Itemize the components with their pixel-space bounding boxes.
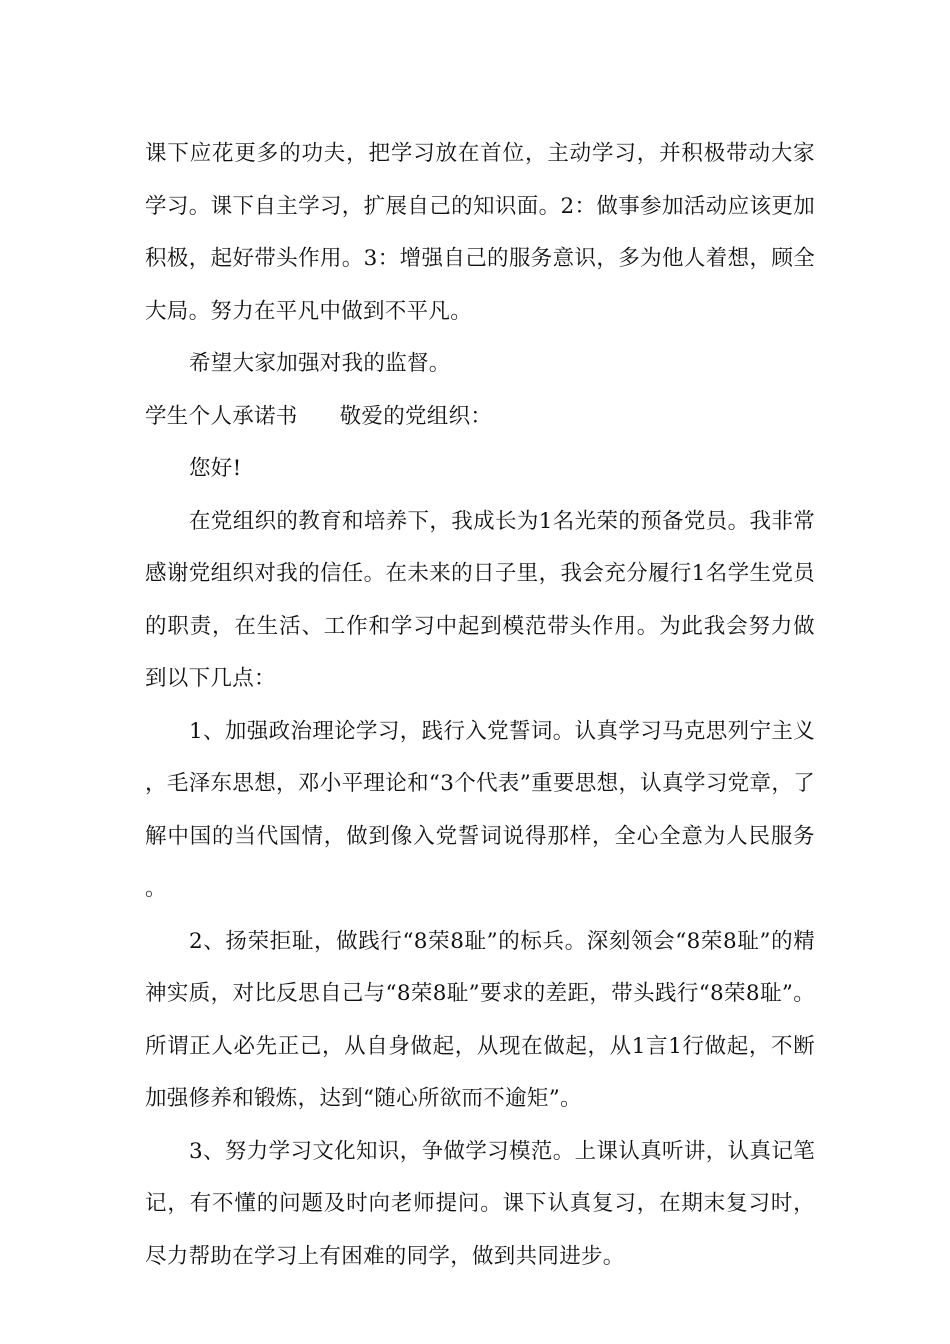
paragraph-supervision-request: 希望大家加强对我的监督。 (189, 351, 451, 376)
letter-title: 学生个人承诺书 (145, 403, 298, 429)
paragraph-greeting: 您好! (189, 456, 242, 481)
paragraph-point-2: 2、扬荣拒耻，做践行“8荣8耻”的标兵。深刻领会“8荣8耻”的精神实质，对比反思自己与“8荣8耻”要求的差距，带头践行“8荣8耻”。所谓正人必先正己，从自身做起，从现在做起，从1言1行做起，不断加强修养和锻炼，达到“随心所欲而不逾矩”。 (145, 928, 815, 1111)
letter-heading (145, 391, 815, 444)
paragraph-point-3: 3、努力学习文化知识，争做学习模范。上课认真听讲，认真记笔记，有不懂的问题及时向老师提问。课下认真复习，在期末复习时，尽力帮助在学习上有困难的同学，做到共同进步。 (145, 1138, 815, 1269)
document-body (145, 128, 815, 1283)
paragraph-study-plan: 课下应花更多的功夫，把学习放在首位，主动学习，并积极带动大家学习。课下自主学习，扩展自己的知识面。2：做事参加活动应该更加积极，起好带头作用。3：增强自己的服务意识，多为他人着想，顾全大局。努力在平凡中做到不平凡。 (145, 141, 815, 324)
paragraph-point-1: 1、加强政治理论学习，践行入党誓词。认真学习马克思列宁主义，毛泽东思想，邓小平理论和“3个代表”重要思想，认真学习党章，了解中国的当代国情，做到像入党誓词说得那样，全心全意为人民服务。 (145, 718, 815, 901)
letter-salutation: 敬爱的党组织： (339, 403, 493, 429)
paragraph-introduction: 在党组织的教育和培养下，我成长为1名光荣的预备党员。我非常感谢党组织对我的信任。在未来的日子里，我会充分履行1名学生党员的职责，在生活、工作和学习中起到模范带头作用。为此我会努力做到以下几点： (145, 508, 815, 691)
